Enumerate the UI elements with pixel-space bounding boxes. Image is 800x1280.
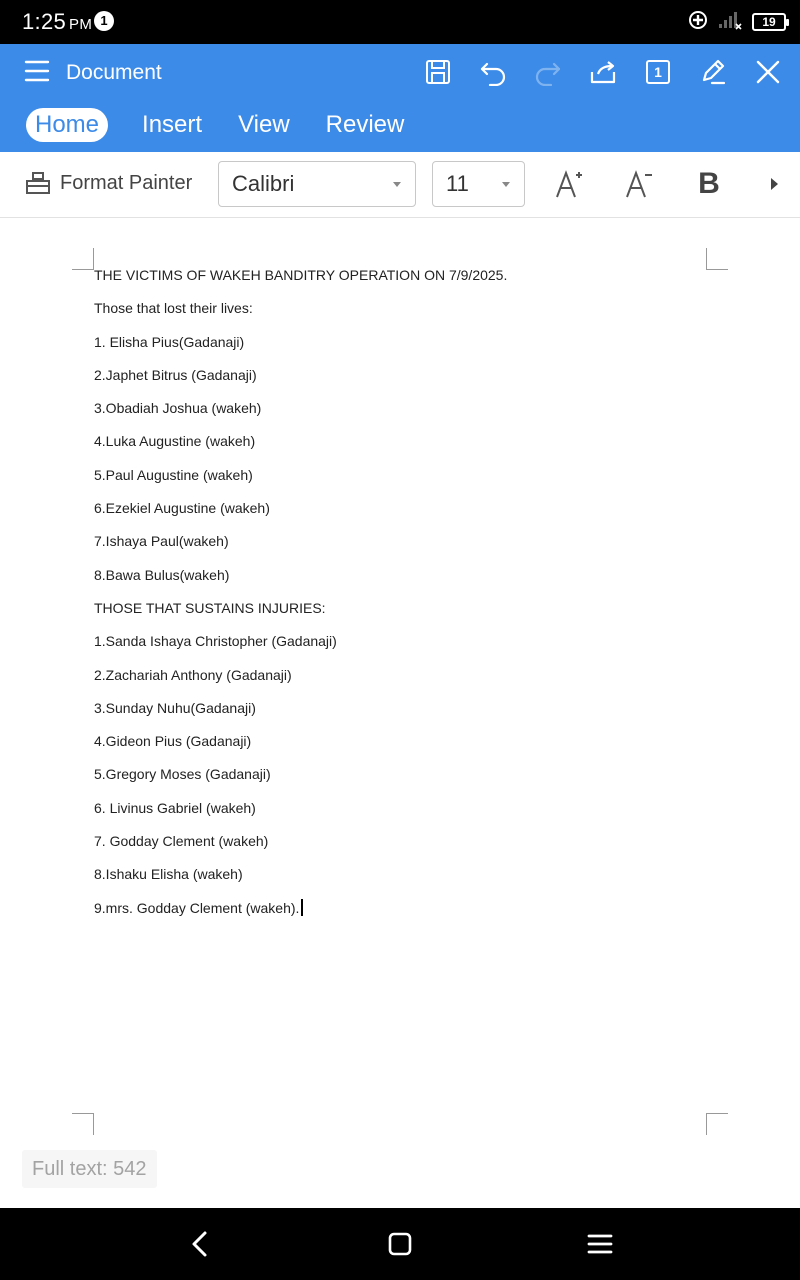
decrease-font-icon: [624, 168, 654, 200]
corner-mark: [72, 248, 94, 270]
text-cursor: [301, 899, 303, 916]
chevron-right-icon: [769, 177, 779, 191]
list-item: 6. Livinus Gabriel (wakeh): [94, 799, 256, 816]
list-item: 1. Elisha Pius(Gadanaji): [94, 333, 245, 350]
share-button[interactable]: [585, 54, 621, 90]
document-title: Document: [66, 61, 162, 84]
home-button[interactable]: [384, 1228, 416, 1260]
list-item-last: [94, 897, 704, 930]
clock-ampm: PM: [69, 16, 93, 33]
list-item: 8.Bawa Bulus(wakeh): [94, 566, 230, 583]
list-item: 2.Zachariah Anthony (Gadanaji): [94, 666, 292, 683]
chevron-down-icon: [502, 182, 510, 187]
list-item: 4.Gideon Pius (Gadanaji): [94, 733, 252, 750]
font-size-value: 11: [446, 171, 469, 196]
format-toolbar: [0, 152, 800, 218]
format-painter-button[interactable]: [24, 169, 192, 197]
save-icon: [424, 58, 452, 86]
document-page[interactable]: [0, 218, 800, 1208]
page-count-button[interactable]: [640, 54, 676, 90]
bold-button[interactable]: B: [698, 167, 720, 200]
font-family-select[interactable]: [218, 161, 416, 207]
tab-home[interactable]: Home: [26, 108, 108, 142]
format-painter-label: Format Painter: [60, 171, 193, 194]
battery-icon: 19: [752, 13, 786, 31]
close-icon: [754, 58, 782, 86]
header-actions: [420, 54, 786, 90]
clock-time: 1:25: [22, 9, 67, 34]
page-count-text: 1: [654, 64, 662, 80]
pencil-icon: [698, 58, 728, 86]
system-nav-bar: [0, 1208, 800, 1280]
list-item: 8.Ishaku Elisha (wakeh): [94, 866, 243, 883]
list-item: 3.Obadiah Joshua (wakeh): [94, 400, 262, 417]
redo-button[interactable]: [530, 54, 566, 90]
notification-badge-icon: 1: [94, 11, 114, 31]
list-item: 2.Japhet Bitrus (Gadanaji): [94, 366, 257, 383]
back-button[interactable]: [184, 1228, 216, 1260]
status-time: [22, 9, 92, 35]
tab-view[interactable]: View: [238, 111, 290, 138]
undo-button[interactable]: [475, 54, 511, 90]
undo-icon: [478, 58, 508, 86]
doc-subheading: Those that lost their lives:: [94, 300, 253, 317]
list-item: 7. Godday Clement (wakeh): [94, 833, 269, 850]
app-header: [0, 44, 800, 152]
corner-mark: [72, 1113, 94, 1135]
increase-font-button[interactable]: [552, 164, 586, 204]
list-item: 5.Gregory Moses (Gadanaji): [94, 766, 271, 783]
increase-font-icon: [554, 168, 584, 200]
edit-button[interactable]: [695, 54, 731, 90]
recents-menu-icon: [587, 1233, 613, 1255]
tab-insert[interactable]: Insert: [142, 111, 203, 138]
page-count-icon: [644, 58, 672, 86]
doc-heading: THE VICTIMS OF WAKEH BANDITRY OPERATION ON 7/9/2025.: [94, 267, 508, 283]
font-size-select[interactable]: [432, 161, 525, 207]
data-saver-icon: [688, 10, 708, 35]
more-tools-button[interactable]: [764, 164, 784, 204]
back-icon: [190, 1230, 210, 1258]
hamburger-icon: [24, 59, 52, 85]
font-family-value: Calibri: [232, 171, 295, 196]
save-button[interactable]: [420, 54, 456, 90]
list-item: 3.Sunday Nuhu(Gadanaji): [94, 699, 256, 716]
menu-button[interactable]: [24, 59, 52, 85]
document-body[interactable]: [94, 264, 704, 930]
format-painter-icon: [24, 169, 52, 197]
list-item: 6.Ezekiel Augustine (wakeh): [94, 500, 270, 517]
decrease-font-button[interactable]: [622, 164, 656, 204]
share-icon: [588, 58, 618, 86]
redo-icon: [533, 58, 563, 86]
status-icons: [688, 10, 786, 34]
signal-icon: [718, 10, 742, 35]
full-text-count[interactable]: Full text: 542: [22, 1150, 157, 1188]
status-bar: [0, 0, 800, 44]
list-item-text: 9.mrs. Godday Clement (wakeh).: [94, 899, 300, 916]
list-item: 7.Ishaya Paul(wakeh): [94, 533, 229, 550]
corner-mark: [706, 1113, 728, 1135]
recents-button[interactable]: [584, 1228, 616, 1260]
home-icon: [387, 1231, 413, 1257]
ribbon-tabs: [26, 108, 440, 142]
doc-subheading: THOSE THAT SUSTAINS INJURIES:: [94, 599, 326, 616]
corner-mark: [706, 248, 728, 270]
tab-review[interactable]: Review: [325, 111, 405, 138]
list-item: 5.Paul Augustine (wakeh): [94, 466, 253, 483]
list-item: 4.Luka Augustine (wakeh): [94, 433, 256, 450]
close-button[interactable]: [750, 54, 786, 90]
chevron-down-icon: [393, 182, 401, 187]
list-item: 1.Sanda Ishaya Christopher (Gadanaji): [94, 633, 337, 650]
